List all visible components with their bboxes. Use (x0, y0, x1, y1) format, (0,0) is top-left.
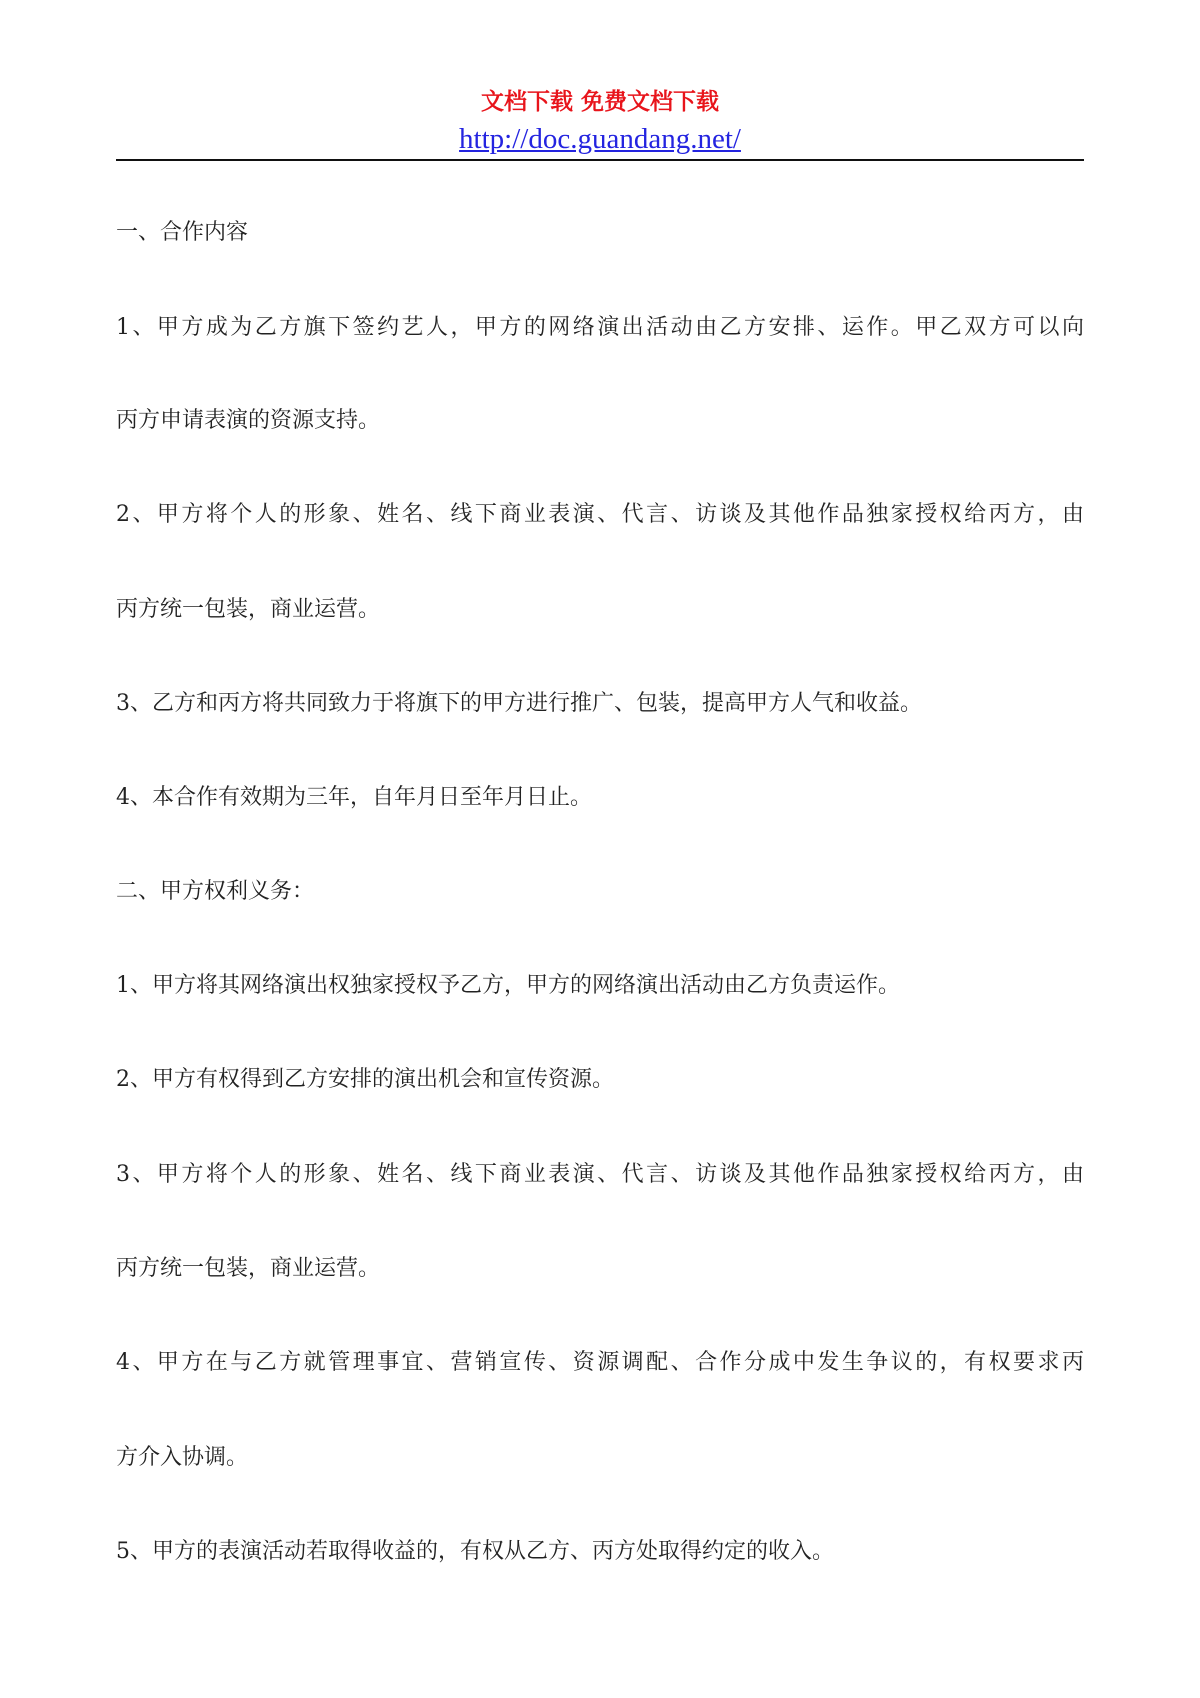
header-title: 文档下载 免费文档下载 (480, 89, 719, 115)
paragraph-line: 4、本合作有效期为三年，自年月日至年月日止。 (116, 785, 592, 810)
section-heading: 一、合作内容 (116, 220, 249, 245)
paragraph-line: 5、甲方的表演活动若取得收益的，有权从乙方、丙方处取得约定的收入。 (116, 1539, 834, 1564)
paragraph-line: 丙方统一包装，商业运营。 (116, 597, 381, 622)
paragraph-line: 方介入协调。 (116, 1445, 249, 1470)
paragraph-line: 2、甲方有权得到乙方安排的演出机会和宣传资源。 (116, 1067, 614, 1092)
paragraph-line: 2、甲方将个人的形象、姓名、线下商业表演、代言、访谈及其他作品独家授权给丙方，由 (116, 502, 1084, 527)
header-divider (116, 159, 1084, 161)
paragraph-line: 4、甲方在与乙方就管理事宜、营销宣传、资源调配、合作分成中发生争议的，有权要求丙 (116, 1350, 1084, 1375)
site-link[interactable]: http://doc.guandang.net/ (459, 123, 741, 155)
paragraph-line: 丙方统一包装，商业运营。 (116, 1256, 381, 1281)
paragraph-line: 3、甲方将个人的形象、姓名、线下商业表演、代言、访谈及其他作品独家授权给丙方，由 (116, 1162, 1084, 1187)
paragraph-line: 1、甲方成为乙方旗下签约艺人，甲方的网络演出活动由乙方安排、运作。甲乙双方可以向 (116, 315, 1084, 340)
header-link-wrap (0, 122, 1200, 156)
section-heading: 二、甲方权利义务： (116, 879, 315, 904)
paragraph-line: 1、甲方将其网络演出权独家授权予乙方，甲方的网络演出活动由乙方负责运作。 (116, 973, 900, 998)
paragraph-line: 丙方申请表演的资源支持。 (116, 408, 381, 433)
paragraph-line: 3、乙方和丙方将共同致力于将旗下的甲方进行推广、包装，提高甲方人气和收益。 (116, 691, 922, 716)
